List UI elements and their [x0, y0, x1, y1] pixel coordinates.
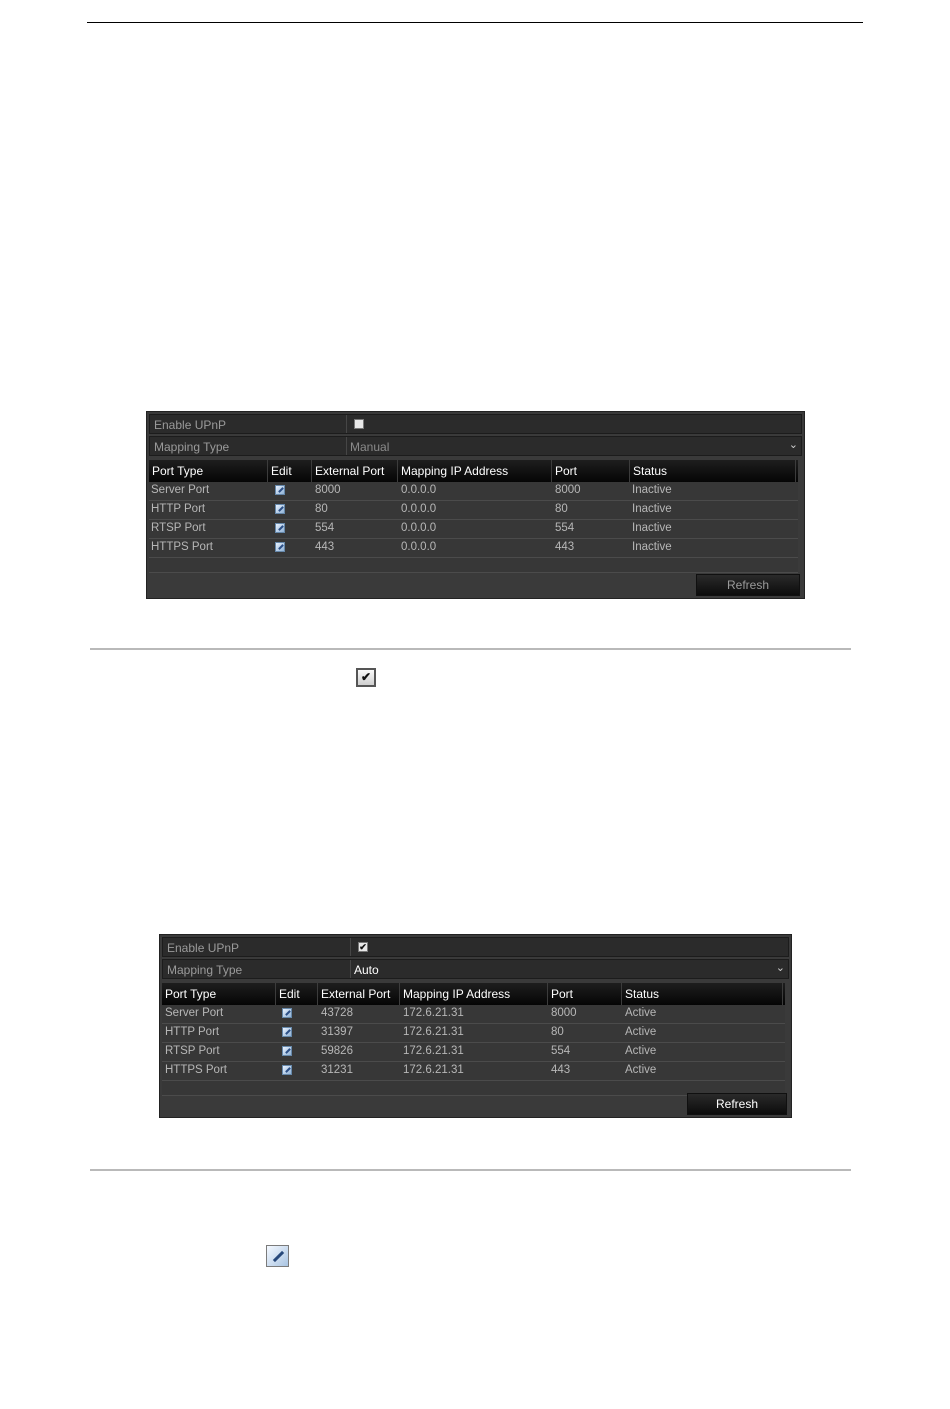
chevron-down-icon[interactable]: ⌄: [775, 962, 785, 974]
table-row[interactable]: [162, 1024, 785, 1043]
field-separator: [346, 415, 347, 433]
external-port-cell: 8000: [315, 484, 341, 496]
port-cell: 80: [555, 503, 568, 515]
port-cell: 8000: [555, 484, 581, 496]
chevron-down-icon[interactable]: ⌄: [788, 439, 798, 451]
mapping-ip-cell: 0.0.0.0: [401, 503, 437, 515]
edit-icon[interactable]: [282, 1046, 292, 1056]
external-port-cell: 443: [315, 541, 335, 553]
upnp-panel-manual: [146, 411, 805, 599]
col-status: Status: [630, 460, 796, 482]
edit-icon: [266, 1245, 289, 1267]
enable-upnp-label: Enable UPnP: [154, 418, 227, 432]
status-cell: Inactive: [632, 522, 672, 534]
col-port: Port: [552, 460, 630, 482]
table-row[interactable]: [149, 520, 798, 539]
status-cell: Inactive: [632, 503, 672, 515]
port-type-cell: Server Port: [151, 484, 210, 496]
mapping-type-label: Mapping Type: [167, 963, 243, 977]
port-table-header: [162, 983, 785, 1005]
table-row[interactable]: [149, 501, 798, 520]
empty-table-row: [149, 558, 798, 573]
upnp-panel-auto: [159, 934, 792, 1118]
col-mapping-ip: Mapping IP Address: [400, 983, 548, 1005]
port-type-cell: HTTPS Port: [165, 1064, 227, 1076]
mapping-type-row: [162, 959, 789, 979]
mapping-ip-cell: 0.0.0.0: [401, 522, 437, 534]
port-type-cell: RTSP Port: [165, 1045, 220, 1057]
field-separator: [350, 960, 351, 978]
table-row[interactable]: [162, 1062, 785, 1081]
col-status: Status: [622, 983, 783, 1005]
col-port-type: Port Type: [149, 460, 268, 482]
col-external-port: External Port: [318, 983, 400, 1005]
checkbox-checked-icon: ✔: [356, 668, 376, 687]
col-mapping-ip: Mapping IP Address: [398, 460, 552, 482]
external-port-cell: 59826: [321, 1045, 353, 1057]
edit-icon[interactable]: [282, 1027, 292, 1037]
col-port: Port: [548, 983, 622, 1005]
edit-icon[interactable]: [275, 504, 285, 514]
port-type-cell: RTSP Port: [151, 522, 206, 534]
port-cell: 443: [551, 1064, 571, 1076]
col-external-port: External Port: [312, 460, 398, 482]
mapping-ip-cell: 172.6.21.31: [403, 1045, 464, 1057]
mapping-type-select[interactable]: Auto: [354, 963, 379, 977]
mapping-type-label: Mapping Type: [154, 440, 230, 454]
edit-icon[interactable]: [275, 523, 285, 533]
status-cell: Inactive: [632, 484, 672, 496]
field-separator: [346, 437, 347, 455]
mapping-ip-cell: 0.0.0.0: [401, 541, 437, 553]
port-cell: 8000: [551, 1007, 577, 1019]
status-cell: Active: [625, 1064, 657, 1076]
port-cell: 443: [555, 541, 575, 553]
enable-upnp-checkbox[interactable]: ✔: [359, 942, 367, 952]
port-type-cell: Server Port: [165, 1007, 224, 1019]
mapping-ip-cell: 172.6.21.31: [403, 1064, 464, 1076]
edit-icon[interactable]: [275, 485, 285, 495]
refresh-button[interactable]: Refresh: [687, 1093, 787, 1115]
section-divider: [90, 648, 851, 650]
col-port-type: Port Type: [162, 983, 276, 1005]
edit-icon[interactable]: [282, 1008, 292, 1018]
table-row[interactable]: [149, 539, 798, 558]
col-edit: Edit: [268, 460, 312, 482]
port-cell: 554: [555, 522, 575, 534]
external-port-cell: 80: [315, 503, 328, 515]
external-port-cell: 43728: [321, 1007, 353, 1019]
refresh-button[interactable]: Refresh: [696, 574, 800, 596]
mapping-ip-cell: 0.0.0.0: [401, 484, 437, 496]
table-row[interactable]: [162, 1043, 785, 1062]
port-table-body: [162, 1005, 785, 1096]
mapping-ip-cell: 172.6.21.31: [403, 1026, 464, 1038]
table-row[interactable]: [162, 1005, 785, 1024]
status-cell: Inactive: [632, 541, 672, 553]
mapping-type-row: [149, 436, 802, 456]
table-row[interactable]: [149, 482, 798, 501]
status-cell: Active: [625, 1045, 657, 1057]
port-type-cell: HTTP Port: [151, 503, 206, 515]
external-port-cell: 31231: [321, 1064, 353, 1076]
field-separator: [350, 938, 351, 956]
edit-icon[interactable]: [282, 1065, 292, 1075]
mapping-type-select[interactable]: Manual: [350, 440, 390, 454]
status-cell: Active: [625, 1026, 657, 1038]
edit-icon[interactable]: [275, 542, 285, 552]
port-table-header: [149, 460, 798, 482]
section-divider: [90, 1169, 851, 1171]
enable-upnp-label: Enable UPnP: [167, 941, 240, 955]
enable-upnp-checkbox[interactable]: [354, 419, 364, 429]
port-table-body: [149, 482, 798, 573]
enable-upnp-row: [149, 414, 802, 434]
port-type-cell: HTTP Port: [165, 1026, 220, 1038]
port-cell: 80: [551, 1026, 564, 1038]
header-rule: [87, 22, 863, 23]
external-port-cell: 554: [315, 522, 335, 534]
col-edit: Edit: [276, 983, 318, 1005]
port-type-cell: HTTPS Port: [151, 541, 213, 553]
mapping-ip-cell: 172.6.21.31: [403, 1007, 464, 1019]
enable-upnp-row: [162, 937, 789, 957]
external-port-cell: 31397: [321, 1026, 353, 1038]
port-cell: 554: [551, 1045, 571, 1057]
status-cell: Active: [625, 1007, 657, 1019]
